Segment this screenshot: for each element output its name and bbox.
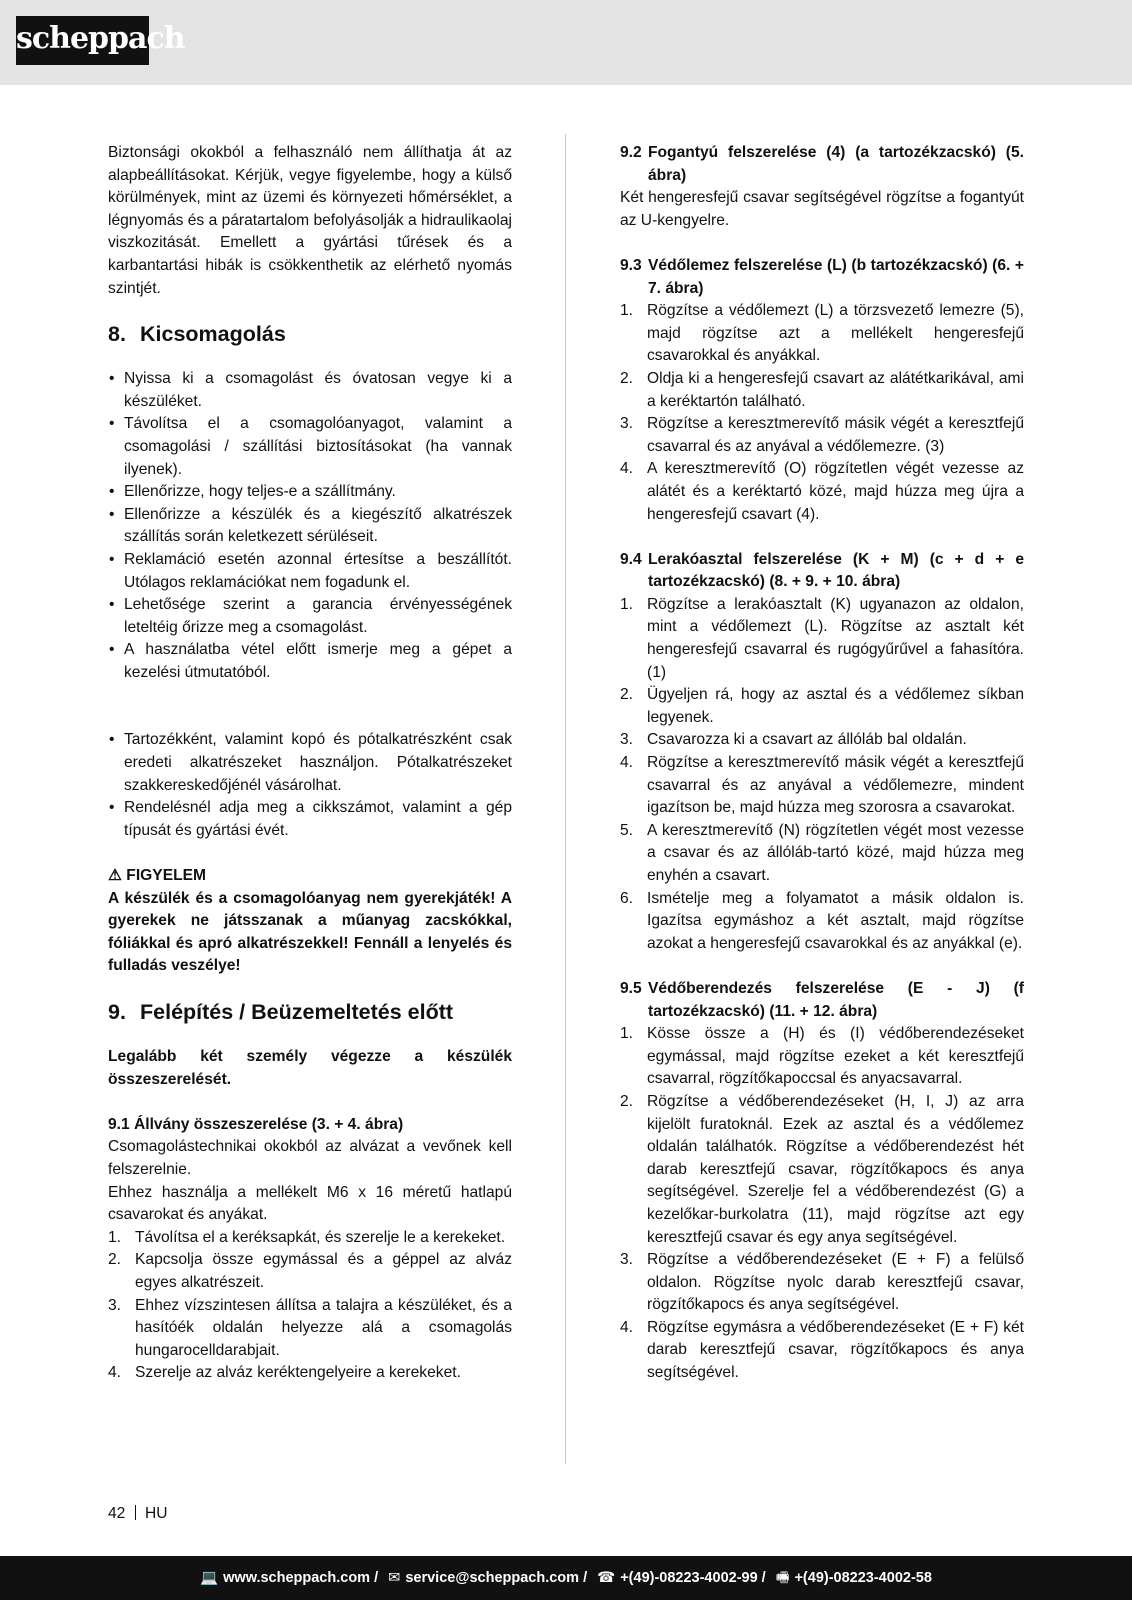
- footer-fax: +(49)-08223-4002-58: [794, 1570, 932, 1586]
- list-item: [620, 729, 1024, 752]
- item-number: 5.: [620, 821, 634, 839]
- numbered-list: [620, 594, 1024, 956]
- section-8-heading: [108, 320, 512, 348]
- parts-list: [108, 729, 512, 842]
- subsection-9-3-title: [620, 255, 1024, 300]
- item-text: Csavarozza ki a csavart az állóláb bal oldalán.: [647, 731, 967, 749]
- item-number: 1.: [108, 1228, 122, 1246]
- item-number: 2.: [620, 1092, 634, 1110]
- list-item: [108, 1295, 512, 1363]
- section-9-heading: [108, 998, 512, 1026]
- list-item: [620, 413, 1024, 458]
- paragraph: Csomagolástechnikai okokból az alvázat a vevőnek kell felszerelnie.: [108, 1138, 512, 1178]
- item-text: Rögzítse a védőberendezéseket (H, I, J) az arra kijelölt furatoknál. Ezek az asztal és a védőlemez oldalán találhatók. Rögzítse a védőberendezést hét darab keresztfejű csavar, rögzítőkapocs és anya segítségével. Szerelje fel a védőberendezést (G) a kezelőkar-burkolatra (11), majd rögzítse azt egy keresztfejű csavar és egy anya segítségével.: [647, 1092, 1024, 1246]
- item-number: 3.: [620, 731, 634, 749]
- footer-website[interactable]: www.scheppach.com /: [223, 1570, 379, 1586]
- item-text: Távolítsa el a keréksapkát, és szerelje le a kerekeket.: [135, 1228, 506, 1246]
- item-number: 2.: [620, 369, 634, 387]
- list-item: [620, 458, 1024, 526]
- item-text: A keresztmerevítő (O) rögzítetlen végét vezesse az alátét és a keréktartó közé, majd húzza meg újra a hengeresfejű csavart (4).: [647, 460, 1024, 523]
- warning-text: A készülék és a csomagolóanyag nem gyerekjáték! A gyerekek ne játsszanak a műanyag zacskókkal, fóliákkal és apró alkatrészekkel! Fennáll a lenyelés és fulladás veszélye!: [108, 889, 512, 975]
- unpacking-list: [108, 368, 512, 684]
- list-item: [108, 1227, 512, 1250]
- subsection-number: 9.2: [620, 144, 642, 161]
- section-title: Felépítés / Beüzemeltetés előtt: [140, 1000, 454, 1024]
- item-number: 3.: [620, 1251, 634, 1269]
- item-number: 4.: [620, 460, 634, 478]
- list-item: [620, 594, 1024, 684]
- item-text: Ügyeljen rá, hogy az asztal és a védőlemez síkban legyenek.: [647, 686, 1024, 726]
- list-item: • A használatba vétel előtt ismerje meg a gépet a kezelési útmutatóból.: [108, 639, 512, 684]
- page-header: [0, 0, 1132, 85]
- subsection-title: Védőberendezés felszerelése (E - J) (f tartozékzacskó) (11. + 12. ábra): [648, 979, 1024, 1020]
- item-number: 1.: [620, 595, 634, 613]
- page-language: HU: [145, 1505, 168, 1522]
- item-text: Ismételje meg a folyamatot a másik oldalon is. Igazítsa egymáshoz a két asztalt, majd rögzítse azokat a hengeresfejű csavarokkal és az anyákkal (e).: [647, 889, 1024, 952]
- subsection-9-4-title: [620, 549, 1024, 594]
- list-item: • Tartozékként, valamint kopó és pótalkatrészként csak eredeti alkatrészeket használjon. Pótalkatrészeket szakkereskedőjénél vásárolhat.: [108, 729, 512, 797]
- subsection-title: Védőlemez felszerelése (L) (b tartozékzacskó) (6. + 7. ábra): [648, 256, 1024, 297]
- item-text: Kösse össze a (H) és (I) védőberendezéseket egymással, majd rögzítse ezeket a két keresztfejű csavarral, rögzítőkapoccsal és anyacsavarral.: [647, 1025, 1024, 1088]
- list-item: • Ellenőrizze a készülék és a kiegészítő alkatrészek szállítás során keletkezett sérüléseit.: [108, 504, 512, 549]
- computer-icon: 💻: [200, 1570, 219, 1586]
- numbered-list: [620, 1023, 1024, 1385]
- list-item: [620, 1249, 1024, 1317]
- page-number-value: 42: [108, 1505, 126, 1522]
- item-text: Oldja ki a hengeresfejű csavart az alátétkarikával, ami a keréktartón található.: [647, 369, 1024, 410]
- item-text: Rögzítse a védőberendezéseket (E + F) a felülső oldalon. Rögzítse nyolc darab keresztfejű csavar, rögzítőkapocs és anya segítségével.: [647, 1251, 1024, 1314]
- list-item: • Reklamáció esetén azonnal értesítse a beszállítót. Utólagos reklamációkat nem fogadunk el.: [108, 549, 512, 594]
- page-number: [108, 1505, 168, 1523]
- list-item: • Távolítsa el a csomagolóanyagot, valamint a csomagolási / szállítási biztosításokat (ha vannak ilyenek).: [108, 413, 512, 481]
- section-number: 9.: [108, 1000, 126, 1024]
- list-item: [620, 368, 1024, 413]
- subsection-9-1-title: 9.1 Állvány összeszerelése (3. + 4. ábra): [108, 1115, 404, 1133]
- list-item: [108, 1362, 512, 1385]
- item-number: 4.: [620, 1318, 634, 1336]
- list-item: [620, 1317, 1024, 1385]
- item-number: 6.: [620, 889, 634, 907]
- list-item: [620, 300, 1024, 368]
- item-number: 4.: [620, 754, 634, 772]
- list-item: • Nyissa ki a csomagolást és óvatosan vegye ki a készüléket.: [108, 368, 512, 413]
- subsection-number: 9.3: [620, 256, 642, 274]
- item-number: 2.: [108, 1251, 122, 1269]
- list-item: [620, 1091, 1024, 1249]
- list-item: • Rendelésnél adja meg a cikkszámot, valamint a gép típusát és gyártási évét.: [108, 797, 512, 842]
- section-number: 8.: [108, 322, 126, 347]
- item-number: 4.: [108, 1364, 122, 1382]
- item-text: Ehhez vízszintesen állítsa a talajra a készüléket, és a hasítóék oldalán helyezze alá a csomagolás hungarocelldarabjait.: [135, 1296, 512, 1359]
- subsection-9-2-title: [620, 142, 1024, 187]
- item-text: Rögzítse a védőlemezt (L) a törzsvezető lemezre (5), majd rögzítse azt a mellékelt hengeresfejű csavarokkal és anyákkal.: [647, 302, 1024, 365]
- right-column: [620, 142, 1024, 1385]
- list-item: • Ellenőrizze, hogy teljes-e a szállítmány.: [108, 481, 512, 504]
- column-divider: [565, 134, 566, 1464]
- subsection-number: 9.4: [620, 550, 642, 568]
- item-text: Rögzítse a keresztmerevítő másik végét a keresztfejű csavarral és az anyával a védőlemezre, mindent igazítson be, majd húzza meg szorosra a csavarokat.: [647, 754, 1024, 817]
- item-text: Rögzítse a lerakóasztalt (K) ugyanazon az oldalon, mint a védőlemezt (L). Rögzítse az asztalt két hengeresfejű csavarral és rugógyűrűvel a fahasítóra. (1): [647, 595, 1024, 681]
- left-column: [108, 142, 512, 1385]
- list-item: [620, 752, 1024, 820]
- item-text: A keresztmerevítő (N) rögzítetlen végét most vezesse a csavar és az állóláb-tartó közé, majd húzza meg enyhén a csavart.: [647, 821, 1024, 884]
- warning-title: ⚠ FIGYELEM: [108, 867, 207, 885]
- subsection-title: Lerakóasztal felszerelése (K + M) (c + d + e tartozékzacskó) (8. + 9. + 10. ábra): [648, 550, 1024, 591]
- subsection-number: 9.5: [620, 979, 642, 997]
- paragraph: Ehhez használja a mellékelt M6 x 16 méretű hatlapú csavarokat és anyákat.: [108, 1183, 512, 1224]
- item-text: Rögzítse a keresztmerevítő másik végét a keresztfejű csavarral és az anyával a védőlemezre. (3): [647, 415, 1024, 455]
- item-number: 2.: [620, 686, 634, 704]
- numbered-list: [620, 300, 1024, 526]
- section-title: Kicsomagolás: [140, 322, 286, 347]
- list-item: [620, 1023, 1024, 1091]
- item-text: Rögzítse egymásra a védőberendezéseket (E + F) két darab keresztfejű csavar, rögzítőkapocs és anya segítségével.: [647, 1318, 1024, 1382]
- item-number: 3.: [620, 415, 634, 433]
- footer-phone: +(49)-08223-4002-99 /: [620, 1570, 766, 1586]
- list-item: [620, 888, 1024, 956]
- phone-icon: ☎: [597, 1570, 616, 1586]
- footer-email[interactable]: service@scheppach.com /: [405, 1570, 588, 1586]
- fax-icon: 🖷: [775, 1570, 790, 1586]
- item-text: Kapcsolja össze egymással és a géppel az alváz egyes alkatrészeit.: [135, 1251, 512, 1291]
- list-item: [620, 684, 1024, 729]
- envelope-icon: ✉: [388, 1570, 401, 1586]
- intro-paragraph: Biztonsági okokból a felhasználó nem állíthatja át az alapbeállításokat. Kérjük, vegye figyelembe, hogy a külső körülmények, mint az üzemi és környezeti hőmérséklet, a légnyomás és a páratartalom befolyásolják a hidraulikaolaj viszkozitását. Emellett a gyártási tűrések és a karbantartási hibák is csökkenthetik az elérhető nyomás szintjét.: [108, 144, 512, 297]
- item-number: 1.: [620, 302, 634, 320]
- list-item: [620, 820, 1024, 888]
- paragraph: Két hengeresfejű csavar segítségével rögzítse a fogantyút az U-kengyelre.: [620, 189, 1024, 229]
- item-number: 3.: [108, 1296, 122, 1314]
- list-item: [108, 1249, 512, 1294]
- item-number: 1.: [620, 1025, 634, 1043]
- brand-logo: scheppach: [16, 16, 149, 65]
- item-text: Szerelje az alváz keréktengelyeire a kerekeket.: [135, 1364, 461, 1382]
- subsection-9-5-title: [620, 978, 1024, 1023]
- list-item: • Lehetősége szerint a garancia érvényességének leteltéig őrizze meg a csomagolást.: [108, 594, 512, 639]
- subsection-title: Fogantyú felszerelése (4) (a tartozékzacskó) (5. ábra): [648, 144, 1024, 184]
- page-footer: [0, 1556, 1132, 1600]
- assembly-note: Legalább két személy végezze a készülék összeszerelését.: [108, 1048, 512, 1088]
- numbered-list: [108, 1227, 512, 1385]
